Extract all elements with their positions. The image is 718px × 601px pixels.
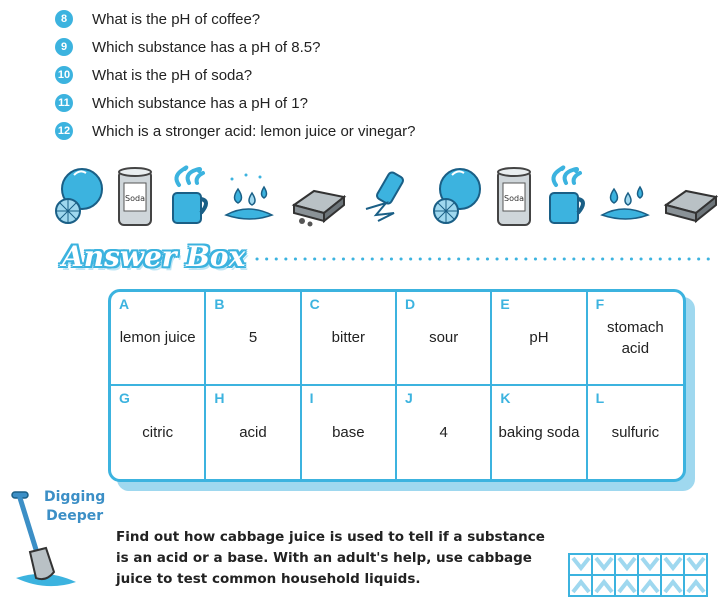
soda-can-label: Soda (504, 194, 524, 203)
cell-value: stomach acid (606, 318, 664, 357)
answer-cell-k (492, 386, 587, 480)
answer-box-title: Answer Box (62, 240, 246, 273)
cell-value: pH (529, 329, 549, 347)
answer-box (108, 289, 686, 482)
cell-value: baking soda (498, 423, 580, 441)
water-drops-icon (596, 165, 652, 229)
question-text: Which is a stronger acid: lemon juice or vinegar? (92, 122, 416, 140)
coffee-mug-icon (165, 165, 215, 229)
cell-letter: L (595, 389, 605, 406)
cell-value: sour (429, 329, 459, 347)
cell-letter: A (119, 296, 130, 312)
cell-value: sulfuric (611, 423, 660, 441)
spray-bottle-icon (360, 165, 410, 229)
question-text: Which substance has a pH of 8.5? (92, 38, 321, 56)
cell-value: acid (239, 423, 267, 441)
cell-letter: K (500, 389, 511, 406)
question-item (55, 38, 320, 56)
question-item (55, 94, 308, 112)
question-number-badge: 8 (55, 10, 73, 28)
dotted-rule (254, 256, 716, 262)
soda-can-label: Soda (125, 194, 145, 203)
substance-icon-strip (0, 165, 718, 235)
question-item (55, 10, 260, 28)
soda-can-icon (115, 165, 155, 229)
soap-bar-icon (288, 165, 348, 229)
orange-icon (52, 165, 108, 227)
question-text: What is the pH of coffee? (92, 10, 261, 28)
answer-cell-j (397, 386, 492, 480)
digging-deeper-title-line1: Digging (44, 489, 106, 505)
question-number-badge: 12 (55, 122, 73, 140)
cell-letter: I (309, 389, 314, 406)
cell-value: base (332, 423, 365, 441)
cell-letter: F (595, 296, 605, 312)
question-text: What is the pH of soda? (92, 66, 253, 84)
cell-letter: J (405, 389, 413, 406)
water-drops-icon (220, 165, 276, 229)
digging-deeper-title (44, 488, 105, 526)
answer-grid-decoration (568, 553, 708, 597)
answer-cell-l (588, 386, 683, 480)
answer-cell-d (397, 292, 492, 386)
question-item (55, 66, 252, 84)
cell-letter: D (405, 296, 416, 312)
digging-deeper-text: Find out how cabbage juice is used to tell if a substance is an acid or a base. With an adult's help, use cabbage juice to test common household liquids. (116, 529, 545, 587)
coffee-mug-icon (542, 165, 592, 229)
answer-cell-i (302, 386, 397, 480)
answer-cell-c (302, 292, 397, 386)
soda-can-icon (494, 165, 534, 229)
cell-value: lemon juice (119, 329, 196, 347)
cell-letter: C (309, 296, 320, 312)
answer-cell-g (111, 386, 206, 480)
question-text: Which substance has a pH of 1? (92, 94, 308, 112)
cell-letter: E (500, 296, 510, 312)
cell-letter: G (119, 389, 130, 406)
question-number-badge: 9 (55, 38, 73, 56)
cell-letter: B (214, 296, 225, 312)
digging-deeper-title-line2: Deeper (46, 508, 104, 524)
cell-value: bitter (331, 329, 365, 347)
question-number-badge: 10 (55, 66, 73, 84)
question-number-badge: 11 (55, 94, 73, 112)
answer-cell-f (588, 292, 683, 386)
answer-cell-h (206, 386, 301, 480)
answer-cell-b (206, 292, 301, 386)
cell-value: citric (142, 423, 174, 441)
orange-icon (430, 165, 486, 227)
cell-value: 5 (248, 329, 258, 347)
answer-cell-e (492, 292, 587, 386)
cell-letter: H (214, 389, 225, 406)
cell-value: 4 (439, 423, 448, 441)
answer-cell-a (111, 292, 206, 386)
soap-bar-icon (660, 165, 718, 229)
question-item (55, 122, 415, 140)
